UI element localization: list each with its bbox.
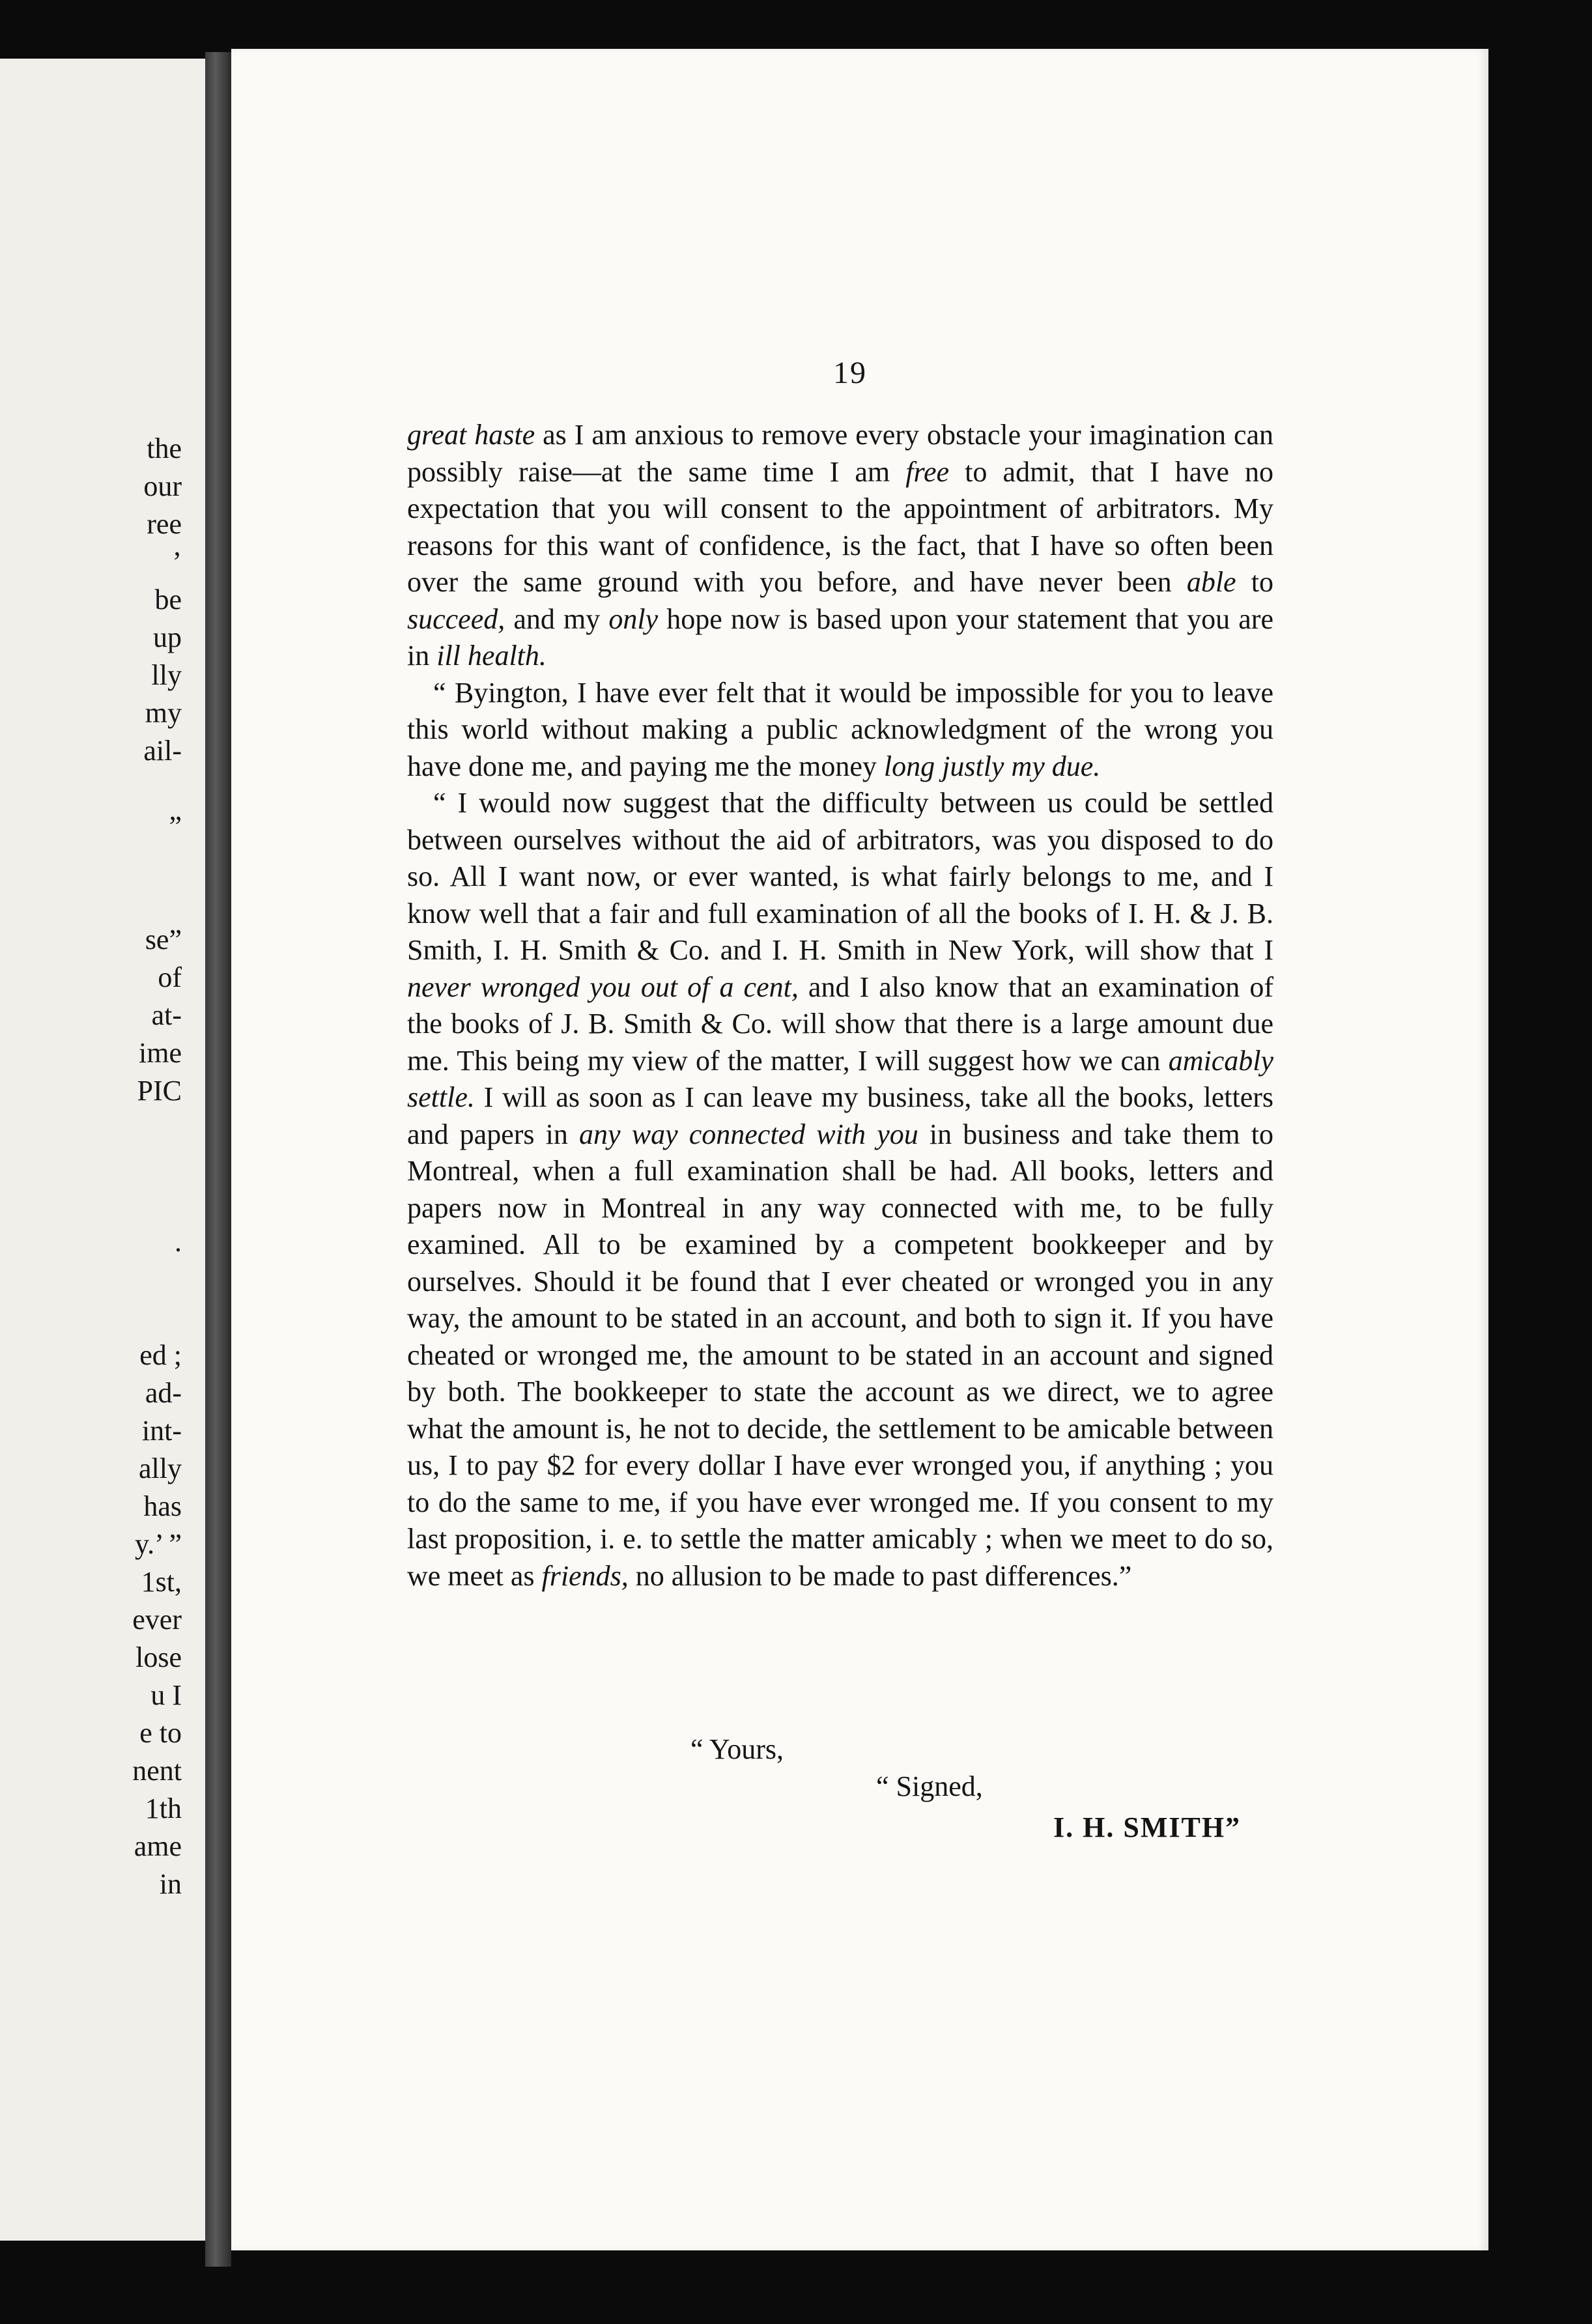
previous-page-fragment: [0, 59, 205, 2241]
emphasis-text: able: [1186, 566, 1236, 598]
emphasis-text: never wronged you out of a cent,: [407, 971, 799, 1003]
previous-page-line: the: [147, 432, 182, 464]
emphasis-text: long justly my due.: [883, 750, 1101, 782]
paragraph: [407, 785, 1273, 1594]
previous-page-line: ally: [139, 1452, 182, 1484]
paragraph: [407, 675, 1273, 786]
previous-page-line: of: [158, 961, 182, 993]
page-gutter: [205, 52, 231, 2267]
previous-page-line: nent: [132, 1755, 182, 1787]
emphasis-text: great haste: [407, 419, 535, 451]
previous-page-line: ree: [147, 508, 182, 540]
body-text-run: I will as soon as I can leave my business, take all the books, letters and papers in: [407, 1081, 1273, 1150]
previous-page-line: up: [153, 621, 182, 653]
previous-page-line: our: [143, 470, 182, 502]
previous-page-line: ail-: [143, 735, 182, 767]
previous-page-line: my: [145, 697, 182, 729]
previous-page-line: u I: [150, 1679, 182, 1711]
body-text-run: to: [1236, 566, 1273, 598]
previous-page-line: int-: [141, 1415, 182, 1447]
body-text-run: and my: [505, 602, 609, 635]
previous-page-line: y.’ ”: [134, 1528, 182, 1560]
previous-page-line: lly: [151, 659, 182, 691]
emphasis-text: friends,: [541, 1559, 629, 1592]
body-text-run: “ Byington, I have ever felt that it would be impossible for you to leave this world without making a public acknowledgment of the wrong you have done me, and paying me the money: [407, 676, 1273, 782]
emphasis-text: amicably settle.: [407, 1044, 1273, 1113]
previous-page-line: ad-: [145, 1377, 182, 1409]
previous-page-line: e to: [139, 1717, 182, 1749]
body-text-run: hope now is based upon your statement that you are in: [407, 602, 1273, 672]
emphasis-text: succeed,: [407, 602, 505, 635]
previous-page-line: se”: [145, 924, 182, 956]
previous-page-line: ed ;: [139, 1339, 182, 1371]
body-text-run: to admit, that I have no expectation that you will consent to the appointment of arbitrators. My reasons for this want of confidence, is the fact, that I have so often been over the same ground with you before, and have never been: [407, 455, 1274, 598]
emphasis-text: any way connected with you: [579, 1118, 918, 1150]
body-text-run: as I am anxious to remove every obstacle your imagination can possibly raise—at the same time I am: [407, 419, 1273, 488]
paragraph: [407, 417, 1273, 675]
body-text-run: no allusion to be made to past differences.”: [628, 1559, 1132, 1592]
previous-page-line: 1th: [145, 1793, 182, 1824]
previous-page-line: ”: [169, 810, 182, 842]
previous-page-line: PIC: [137, 1075, 182, 1107]
previous-page-line: at-: [151, 999, 182, 1031]
emphasis-text: free: [905, 455, 950, 488]
previous-page-line: has: [143, 1490, 182, 1522]
body-text-run: in business and take them to Montreal, when a full examination shall be had. All books, letters and papers now in Montreal in any way connected with me, to be fully examined. All to be examined by a competent bookkeeper and by ourselves. Should it be found that I ever cheated or wronged you in any way, the amount to be stated in an account, and both to sign it. If you have cheated or wronged me, the amount to be stated in an account and signed by both. The bookkeeper to state the account as we direct, we to agree what the amount is, he not to decide, the settlement to be amicable between us, I to pay $2 for every dollar I have ever wronged you, if anything ; you to do the same to me, if you have ever wronged me. If you consent to my last proposition, i. e. to settle the matter amicably ; when we meet to do so, we meet as: [407, 1118, 1273, 1592]
previous-page-line: ame: [134, 1830, 182, 1862]
previous-page-line: 1st,: [141, 1566, 182, 1598]
previous-page-line: in: [159, 1868, 182, 1900]
previous-page-line: ever: [132, 1604, 182, 1636]
body-text: [407, 417, 1273, 1594]
emphasis-text: ill health.: [436, 640, 547, 672]
emphasis-text: only: [608, 602, 659, 635]
page-number: 19: [833, 356, 867, 390]
previous-page-line: be: [154, 584, 182, 616]
previous-page-line: ime: [139, 1037, 182, 1069]
signature: I. H. SMITH”: [1053, 1811, 1242, 1843]
closing-yours: “ Yours,: [690, 1733, 784, 1765]
previous-page-line: ’: [172, 546, 182, 578]
body-text-run: “ I would now suggest that the difficulty between us could be settled between ourselves without the aid of arbitrators, was you disposed to do so. All I want now, or ever wanted, is what fairly belongs to me, and I know well that a fair and full examination of all the books of I. H. & J. B. Smith, I. H. Smith & Co. and I. H. Smith in New York, will show that I: [407, 787, 1273, 966]
body-text-run: and I also know that an examination of the books of J. B. Smith & Co. will show that there is a large amount due me. This being my view of the matter, I will suggest how we can: [407, 971, 1273, 1077]
closing-signed: “ Signed,: [876, 1770, 983, 1802]
document-page: [231, 49, 1488, 2250]
previous-page-line: lose: [135, 1641, 182, 1673]
previous-page-line: .: [175, 1226, 182, 1258]
